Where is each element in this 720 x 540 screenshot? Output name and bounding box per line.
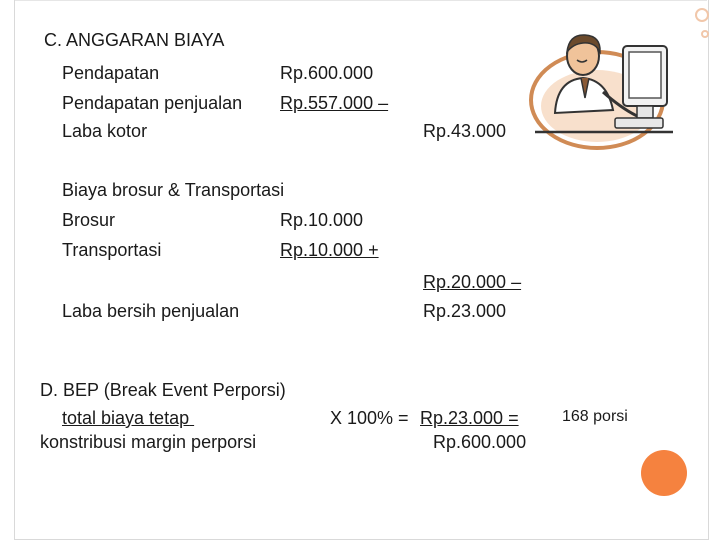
row-value: Rp.600.000 [280, 63, 374, 83]
bep-calc-bottom: Rp.600.000 [433, 432, 527, 452]
section-d-heading: D. BEP (Break Event Perporsi) [40, 380, 286, 400]
deco-orange-circle [641, 450, 687, 496]
row-total: Rp.43.000 [423, 121, 507, 141]
cost-label: Transportasi [62, 240, 162, 260]
costs-heading: Biaya brosur & Transportasi [62, 180, 285, 200]
deco-ring [695, 8, 709, 22]
bep-numerator-text: total biaya tetap [62, 408, 190, 428]
row-label: Pendapatan penjualan [62, 93, 243, 113]
cost-value: Rp.10.000 [280, 210, 364, 230]
bep-denominator: konstribusi margin perporsi [40, 432, 257, 452]
row-label: Pendapatan [62, 63, 160, 83]
bep-numerator [62, 408, 194, 428]
row-label: Laba kotor [62, 121, 148, 141]
cost-label: Brosur [62, 210, 116, 230]
section-c-heading: C. ANGGARAN BIAYA [44, 30, 225, 50]
bep-calc-top: Rp.23.000 = [420, 408, 519, 428]
bep-multiplier: X 100% = [330, 408, 409, 428]
deco-ring-small [701, 30, 709, 38]
net-value: Rp.23.000 [423, 301, 507, 321]
row-value: Rp.557.000 – [280, 93, 389, 113]
net-label: Laba bersih penjualan [62, 301, 240, 321]
bep-result: 168 porsi [562, 408, 628, 425]
cost-value: Rp.10.000 + [280, 240, 379, 260]
costs-total: Rp.20.000 – [423, 272, 522, 292]
person-at-computer-illustration [525, 18, 675, 158]
